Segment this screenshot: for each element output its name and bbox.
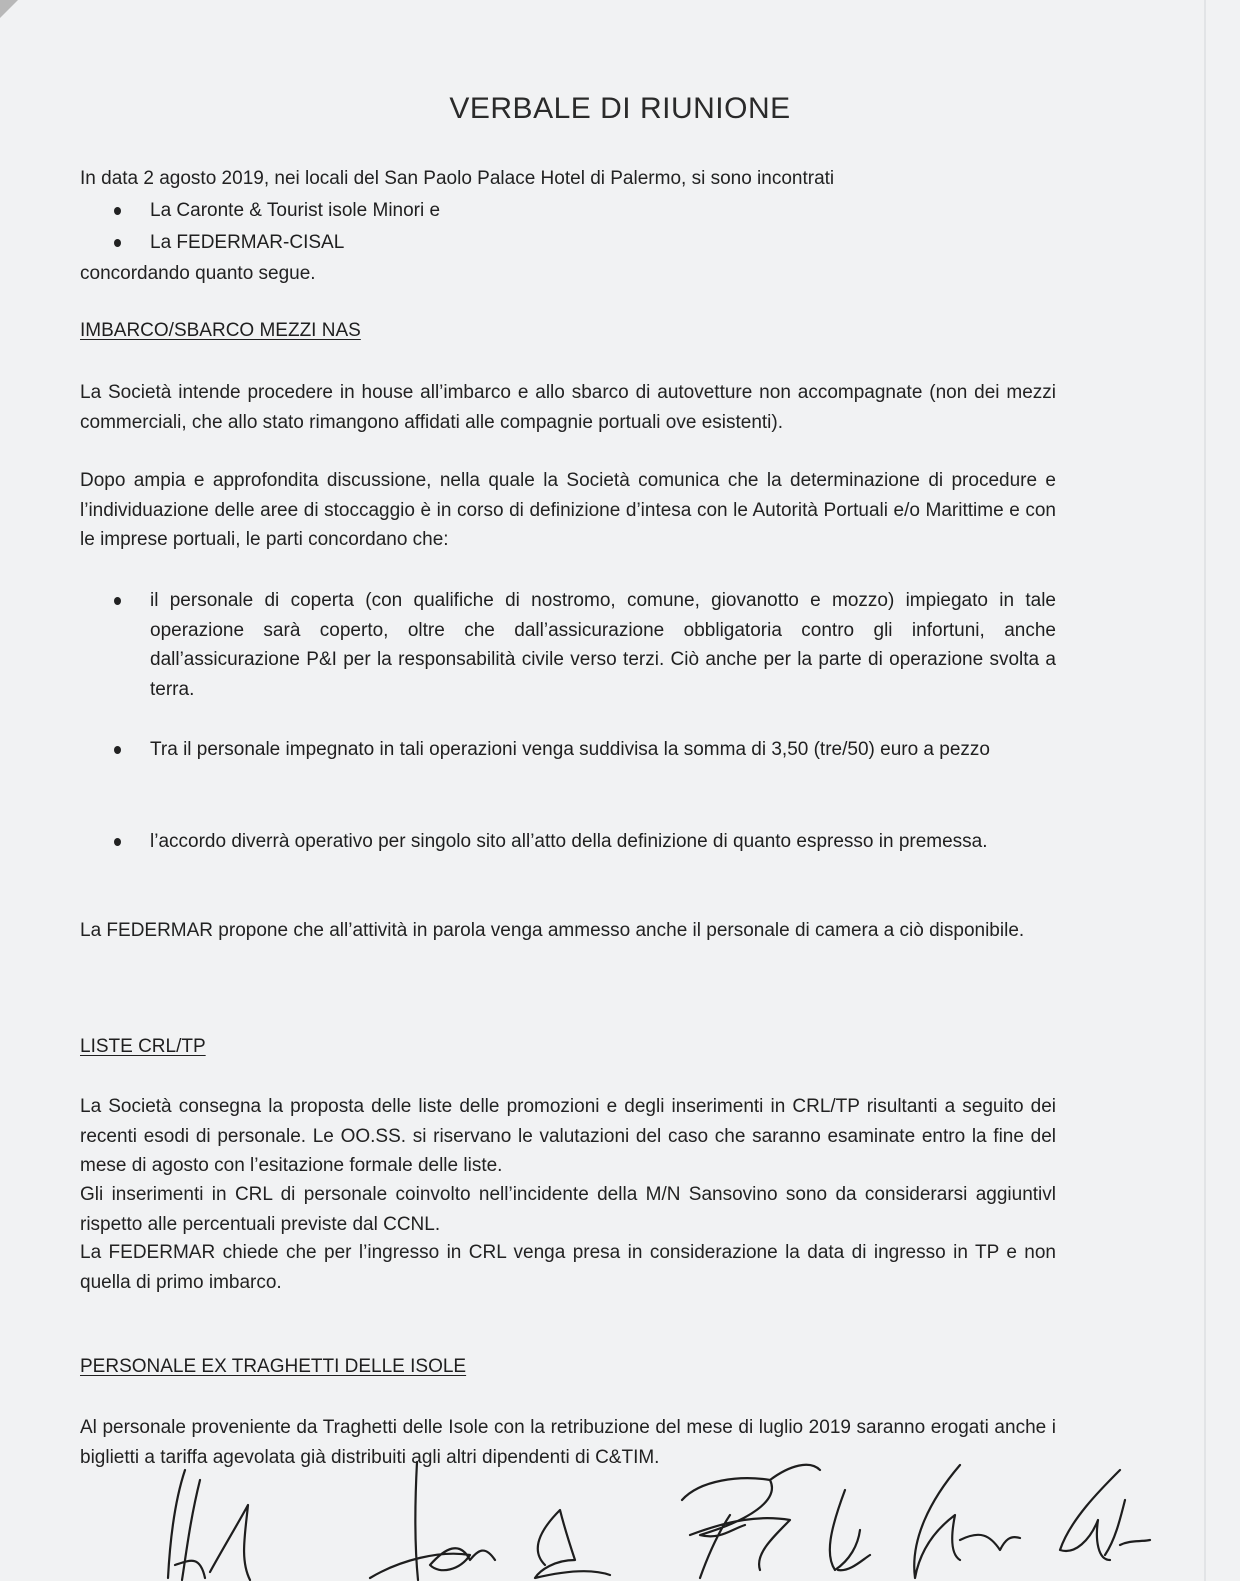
signature-1 bbox=[168, 1470, 250, 1580]
agreement-text: l’accordo diverrà operativo per singolo sito all’atto della definizione di quanto espresso in premessa. bbox=[150, 831, 988, 852]
bullet-icon bbox=[114, 597, 121, 605]
section-paragraph: La FEDERMAR chiede che per l’ingresso in CRL venga presa in considerazione la data di ingresso in TP e non quella di primo imbarco. bbox=[80, 1242, 1056, 1293]
signature-2 bbox=[370, 1462, 495, 1580]
signature-3 bbox=[535, 1510, 610, 1578]
agreement-text: il personale di coperta (con qualifiche di nostromo, comune, giovanotto e mozzo) impiegato in tale operazione sarà coperto, oltre che dall’assicurazione obbligatoria contro gli infortuni, anche dall’assicurazione P&I per la responsabilità civile verso terzi. Ciò anche per la parte di operazione svolta a terra. bbox=[150, 590, 1056, 700]
signature-6 bbox=[914, 1465, 1020, 1578]
section-paragraph: La FEDERMAR propone che all’attività in parola venga ammesso anche il personale di camera a ciò disponibile. bbox=[80, 920, 1025, 941]
agreement-item bbox=[150, 735, 1056, 765]
agreement-item bbox=[150, 586, 1056, 704]
agreement-text: Tra il personale impegnato in tali operazioni venga suddivisa la somma di 3,50 (tre/50) euro a pezzo bbox=[150, 739, 990, 760]
folded-corner bbox=[0, 0, 18, 18]
scan-edge-line bbox=[1204, 0, 1206, 1581]
document-title: VERBALE DI RIUNIONE bbox=[449, 92, 791, 125]
party-text: La Caronte & Tourist isole Minori e bbox=[150, 200, 441, 221]
section-paragraph: La Società consegna la proposta delle liste delle promozioni e degli inserimenti in CRL/TP risultanti a seguito dei recenti esodi di personale. Le OO.SS. si riservano le valutazioni del caso che saranno esaminate entro la fine del mese di agosto con l’esitazione formale delle liste. bbox=[80, 1096, 1056, 1176]
signature-4 bbox=[682, 1465, 820, 1578]
party-text: La FEDERMAR-CISAL bbox=[150, 232, 345, 253]
party-item bbox=[150, 196, 1056, 226]
bullet-icon bbox=[114, 207, 121, 215]
section-heading: PERSONALE EX TRAGHETTI DELLE ISOLE bbox=[80, 1356, 467, 1377]
section-heading: LISTE CRL/TP bbox=[80, 1036, 206, 1057]
signature-7 bbox=[1060, 1470, 1150, 1560]
agreement-item bbox=[150, 827, 1056, 857]
bullet-icon bbox=[114, 239, 121, 247]
bullet-icon bbox=[114, 838, 121, 846]
section-paragraph: Al personale proveniente da Traghetti delle Isole con la retribuzione del mese di luglio 2019 saranno erogati anche i biglietti a tariffa agevolata già distribuiti agli altri dipendenti di C&TIM. bbox=[80, 1417, 1056, 1468]
section-paragraph: Dopo ampia e approfondita discussione, nella quale la Società comunica che la determinazione di procedure e l’individuazione delle aree di stoccaggio è in corso di definizione d’intesa con le Autorità Portuali e/o Marittime e con le imprese portuali, le parti concordano che: bbox=[80, 470, 1056, 550]
section-paragraph: La Società intende procedere in house all’imbarco e allo sbarco di autovetture non accompagnate (non dei mezzi commerciali, che allo stato rimangono affidati alle compagnie portuali ove esistenti). bbox=[80, 382, 1056, 433]
section-paragraph: Gli inserimenti in CRL di personale coinvolto nell’incidente della M/N Sansovino sono da considerarsi aggiuntivl rispetto alle percentuali previste dal CCNL. bbox=[80, 1184, 1056, 1235]
intro-end-text: concordando quanto segue. bbox=[80, 263, 316, 284]
section-heading: IMBARCO/SBARCO MEZZI NAS bbox=[80, 320, 361, 341]
signature-5 bbox=[830, 1490, 870, 1570]
bullet-icon bbox=[114, 746, 121, 754]
intro-text: In data 2 agosto 2019, nei locali del San Paolo Palace Hotel di Palermo, si sono incontrati bbox=[80, 168, 835, 189]
party-item bbox=[150, 228, 1056, 258]
signatures bbox=[0, 1460, 1240, 1581]
